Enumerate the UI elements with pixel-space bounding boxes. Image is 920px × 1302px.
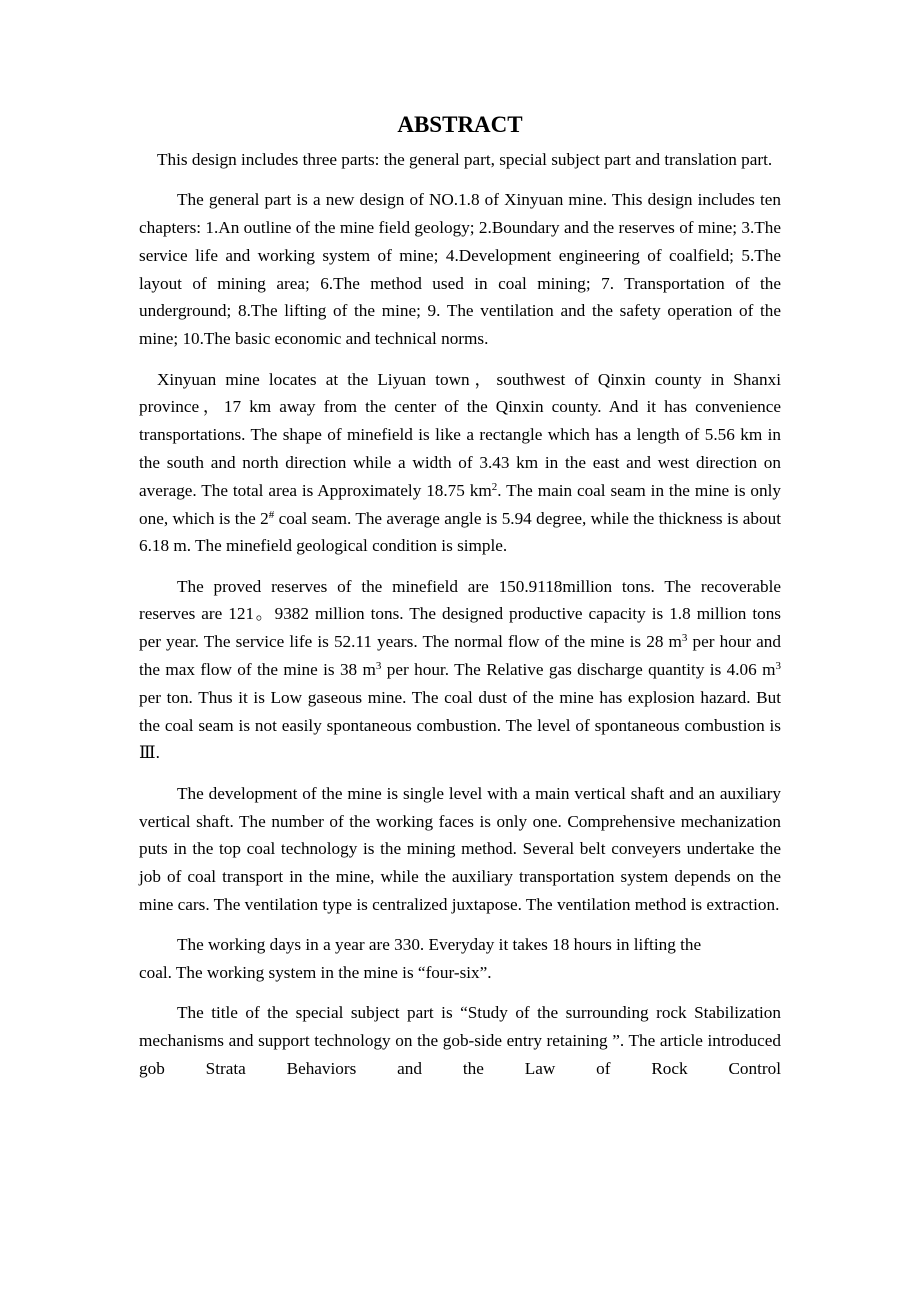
seam-number-superscript: # [268,508,275,521]
abstract-title: ABSTRACT [397,112,523,137]
cubic-unit-superscript-1: 3 [681,632,688,645]
working-system-line-2: coal. The working system in the mine is “four-six”. [139,963,492,983]
cubic-unit-superscript-2: 3 [375,660,382,673]
paragraph-general-part: The general part is a new design of NO.1.8 of Xinyuan mine. This design includes ten chapters: 1.An outline of the mine field geology; 2.Boundary and the reserves of mine; 3.The service life and working system of mine; 4.Development engineering of coalfield; 5.The layout of mining area; 6.The method used in coal mining; 7. Transportation of the underground; 8.The lifting of the mine; 9. The ventilation and the safety operation of the mine; 10.The basic economic and technical norms. [139,190,781,349]
location-text-3: coal seam. The average angle is 5.94 degree, while the thickness is about 6.18 m. The minefield geological condition is simple. [139,508,781,556]
paragraph-mine-location [139,366,781,561]
area-unit-superscript: 2 [491,480,498,493]
working-system-line-1: The working days in a year are 330. Everyday it takes 18 hours in lifting the [177,935,702,955]
reserves-text-1: The proved reserves of the minefield are 150.9118million tons. The recoverable reserves are 121。9382 million tons. The designed productive capacity is 1.8 million tons per year. The service life is 52.11 years. The normal flow of the mine is 28 m [139,576,781,652]
paragraph-reserves [139,573,781,768]
location-text-2: . The main coal seam in the mine is only one, which is the 2 [139,480,781,528]
paragraph-development: The development of the mine is single level with a main vertical shaft and an auxiliary vertical shaft. The number of the working faces is only one. Comprehensive mechanization puts in the top coal technology is the mining method. Several belt conveyers undertake the job of coal transport in the mine, while the auxiliary transportation system depends on the mine cars. The ventilation type is centralized juxtapose. The ventilation method is extraction. [139,783,781,914]
reserves-text-2: per hour and the max flow of the mine is 38 m [139,632,781,680]
reserves-text-3: per hour. The Relative gas discharge quantity is 4.06 m [381,660,776,680]
cubic-unit-superscript-3: 3 [775,660,781,673]
abstract-page [139,108,781,1083]
paragraph-working-system [139,931,781,987]
paragraph-special-subject: The title of the special subject part is “Study of the surrounding rock Stabilization mechanisms and support technology on the gob-side entry retaining ”. The article introduced gob Strata Behaviors and the Law of Rock Control [139,1003,781,1078]
reserves-text-4: per ton. Thus it is Low gaseous mine. The coal dust of the mine has explosion hazard. But the coal seam is not easily spontaneous combustion. The level of spontaneous combustion is Ⅲ. [139,687,781,763]
paragraph-parts-overview: This design includes three parts: the general part, special subject part and translation part. [157,150,773,169]
location-text-1: Xinyuan mine locates at the Liyuan town，southwest of Qinxin county in Shanxi province，17 km away from the center of the Qinxin county. And it has convenience transportations. The shape of minefield is like a rectangle which has a length of 5.56 km in the south and north direction while a width of 3.43 km in the east and west direction on average. The total area is Approximately 18.75 km [139,369,781,500]
